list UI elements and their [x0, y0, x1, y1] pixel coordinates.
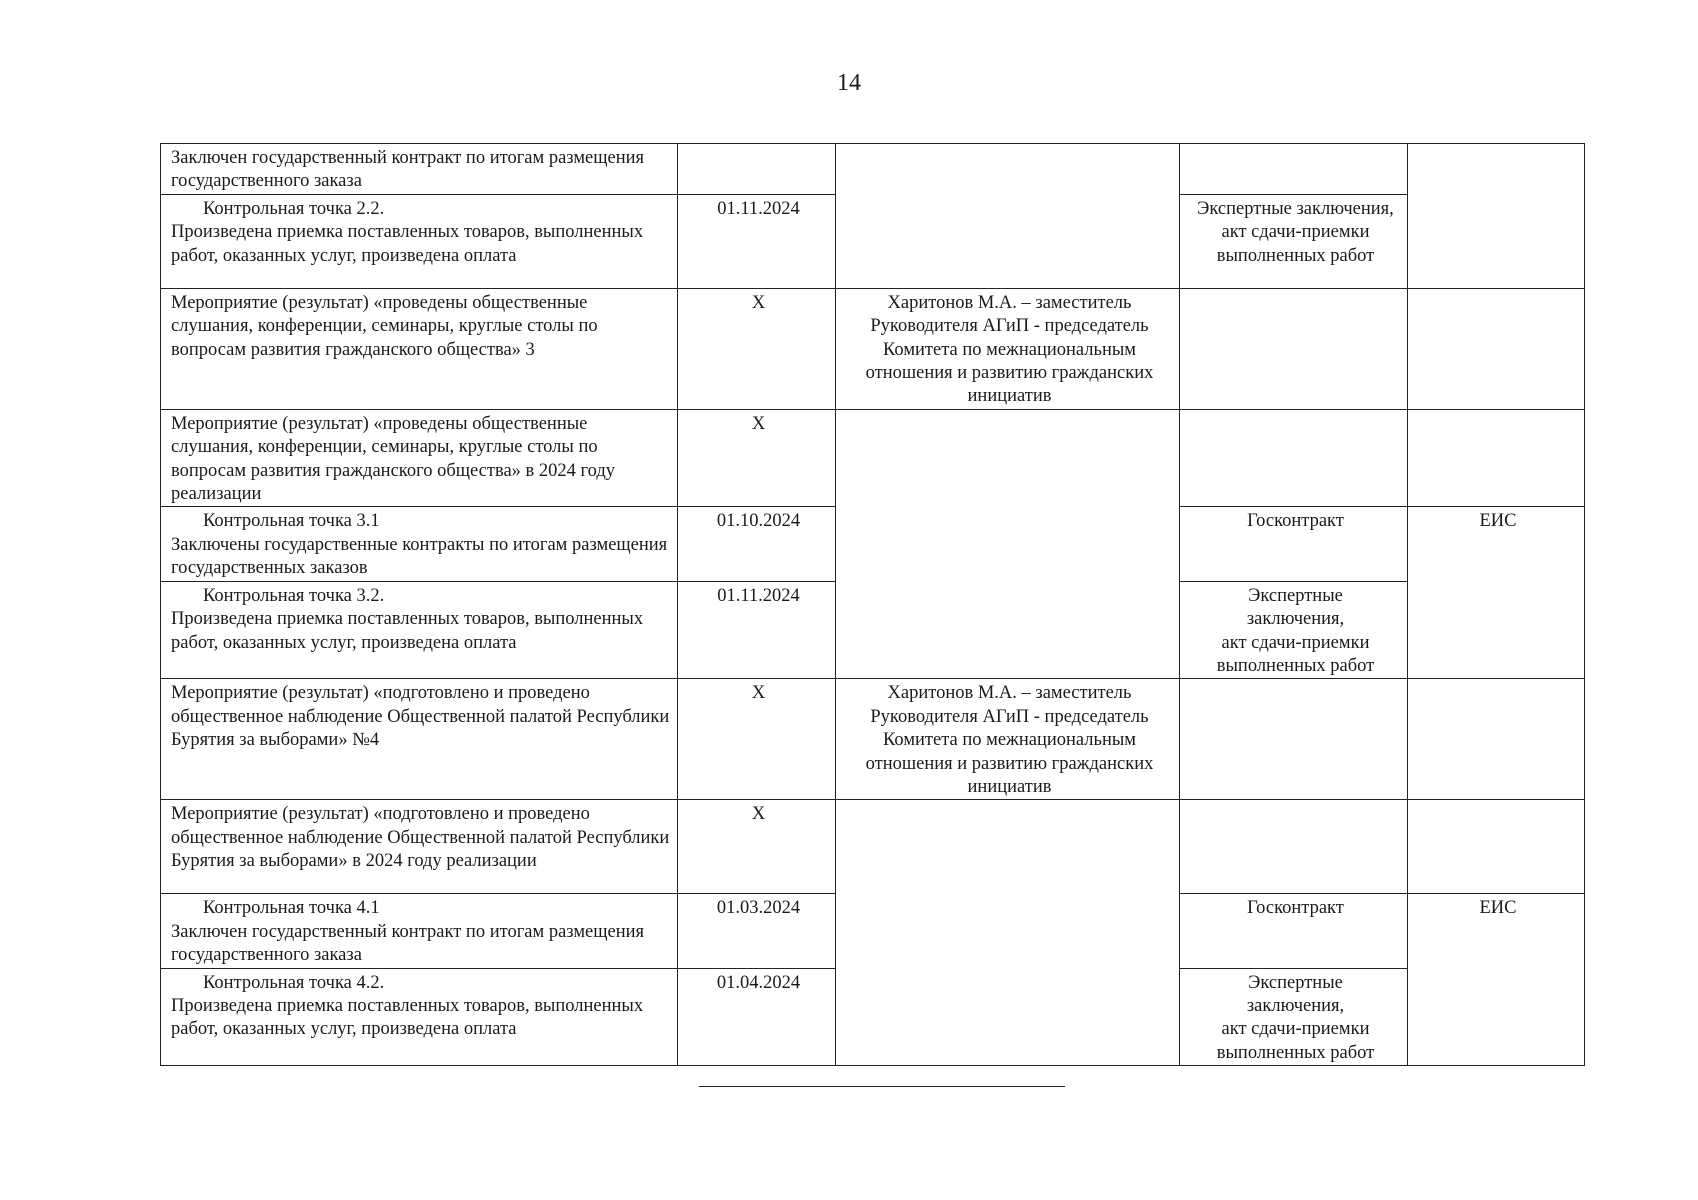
checkpoint-cell — [161, 894, 678, 968]
date-cell: X — [678, 679, 836, 800]
date-cell: X — [678, 288, 836, 409]
document-line: выполненных работ — [1216, 655, 1375, 676]
checkpoint-title: Контрольная точка 3.1 — [203, 511, 380, 532]
table-row — [161, 800, 1585, 894]
system-cell — [1408, 679, 1585, 800]
table-row — [161, 679, 1585, 800]
document-cell: Госконтракт — [1180, 507, 1408, 581]
document-cell — [1180, 800, 1408, 894]
document-line: выполненных работ — [1216, 1042, 1375, 1063]
document-cell: Экспертные заключения, акт сдачи-приемки выполненных работ — [1180, 194, 1408, 288]
document-line: Экспертные — [1248, 585, 1343, 606]
responsible-cell — [836, 409, 1180, 678]
activity-cell: Мероприятие (результат) «проведены общественные слушания, конференции, семинары, круглые столы по вопросам развития гражданского общества» в 2024 году реализации — [161, 409, 678, 507]
document-cell — [1180, 968, 1408, 1066]
checkpoint-cell — [161, 968, 678, 1066]
table-row — [161, 409, 1585, 507]
date-cell: 01.10.2024 — [678, 507, 836, 581]
checkpoint-text: Произведена приемка поставленных товаров, выполненных работ, оказанных услуг, произведена оплата — [171, 222, 644, 266]
checkpoint-text: Произведена приемка поставленных товаров, выполненных работ, оказанных услуг, произведена оплата — [171, 995, 644, 1040]
plan-table — [160, 143, 1585, 1066]
system-cell — [1408, 800, 1585, 894]
system-cell — [1408, 288, 1585, 409]
page-number: 14 — [837, 70, 861, 96]
table-row — [161, 288, 1585, 409]
date-cell: X — [678, 800, 836, 894]
activity-cell: Мероприятие (результат) «подготовлено и проведено общественное наблюдение Общественной палатой Республики Бурятия за выборами» №4 — [161, 679, 678, 800]
document-cell — [1180, 409, 1408, 507]
document-cell: Госконтракт — [1180, 894, 1408, 968]
responsible-cell: Харитонов М.А. – заместитель Руководителя АГиП - председатель Комитета по межнациональным отношения и развитию гражданских инициатив — [836, 288, 1180, 409]
system-cell: ЕИС — [1408, 894, 1585, 1066]
activity-cell: Мероприятие (результат) «подготовлено и проведено общественное наблюдение Общественной палатой Республики Бурятия за выборами» в 2024 году реализации — [161, 800, 678, 894]
date-cell: 01.03.2024 — [678, 894, 836, 968]
footer-divider — [699, 1086, 1065, 1087]
checkpoint-title: Контрольная точка 2.2. — [203, 198, 385, 219]
document-line: Экспертные — [1248, 972, 1343, 993]
activity-cell: Заключен государственный контракт по итогам размещения государственного заказа — [161, 144, 678, 195]
checkpoint-text: Заключены государственные контракты по итогам размещения государственных заказов — [171, 534, 668, 579]
checkpoint-title: Контрольная точка 4.1 — [203, 898, 380, 919]
checkpoint-text: Произведена приемка поставленных товаров, выполненных работ, оказанных услуг, произведена оплата — [171, 609, 644, 653]
document-cell — [1180, 679, 1408, 800]
checkpoint-cell — [161, 194, 678, 288]
checkpoint-title: Контрольная точка 4.2. — [203, 972, 385, 993]
document-line: заключения, — [1246, 609, 1345, 630]
checkpoint-cell — [161, 507, 678, 581]
document-cell — [1180, 288, 1408, 409]
responsible-cell — [836, 800, 1180, 1066]
responsible-cell — [836, 144, 1180, 289]
document-cell — [1180, 144, 1408, 195]
system-cell — [1408, 144, 1585, 289]
system-cell — [1408, 409, 1585, 507]
document-line: заключения, — [1246, 995, 1345, 1016]
document-line: акт сдачи-приемки — [1221, 632, 1370, 653]
checkpoint-text: Заключен государственный контракт по итогам размещения государственного заказа — [171, 921, 645, 966]
activity-cell: Мероприятие (результат) «проведены общественные слушания, конференции, семинары, круглые столы по вопросам развития гражданского общества» 3 — [161, 288, 678, 409]
document-line: акт сдачи-приемки — [1221, 1019, 1370, 1040]
date-cell: 01.11.2024 — [678, 581, 836, 679]
date-cell: X — [678, 409, 836, 507]
date-cell — [678, 144, 836, 195]
checkpoint-cell — [161, 581, 678, 679]
date-cell: 01.04.2024 — [678, 968, 836, 1066]
responsible-cell: Харитонов М.А. – заместитель Руководителя АГиП - председатель Комитета по межнациональным отношения и развитию гражданских инициатив — [836, 679, 1180, 800]
date-cell: 01.11.2024 — [678, 194, 836, 288]
checkpoint-title: Контрольная точка 3.2. — [203, 585, 385, 606]
table-row — [161, 144, 1585, 195]
system-cell: ЕИС — [1408, 507, 1585, 679]
document-cell — [1180, 581, 1408, 679]
